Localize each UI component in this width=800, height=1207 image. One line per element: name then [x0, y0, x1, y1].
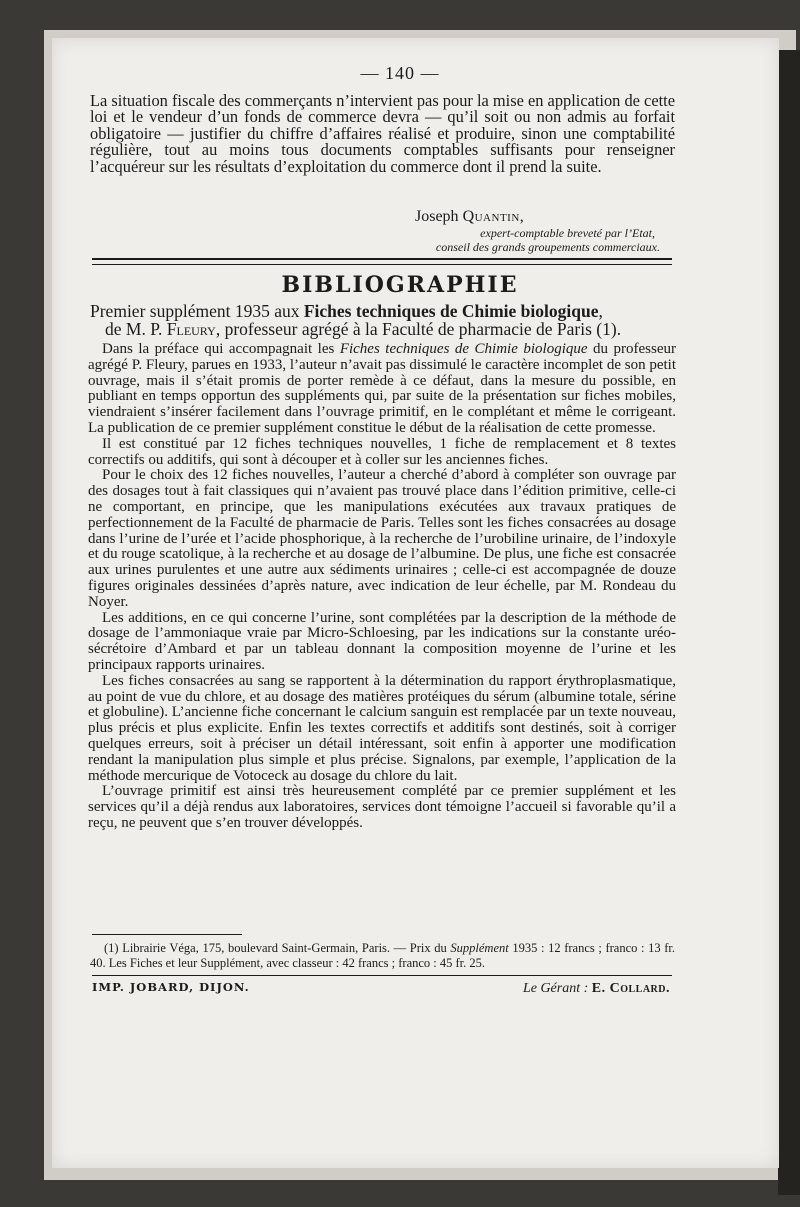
reference-suffix: , [598, 301, 603, 321]
p1-title: Fiches techniques de Chimie biologique [339, 341, 588, 357]
review-body [88, 342, 676, 832]
signature-first-name: Joseph [415, 208, 459, 225]
signature-title-1: expert-comptable breveté par l’Etat, [480, 226, 655, 240]
body-paragraph-4: Les additions, en ce qui concerne l’urine, sont complétées par la description de la méthode de dosage de l’ammoniaque vraie par Micro-Schloesing, par les indications sur la constante uréo-sécrétoire d’Ambard et par un tableau donnant la composition moyenne de l’urine et les principaux rapports urinaires. [88, 609, 676, 673]
p1-text-a: Dans la préface qui accompagnait les [102, 341, 340, 357]
p1-text-b: du professeur agrégé P. Fleury, parues en 1933, l’auteur n’avait pas dissimulé le caractère incomplet de son petit ouvrage, mais il s’était promis de porter remède à ce défaut, dans la mesure du possible, en publiant en temps opportun des suppléments qui, par suite de la présentation sur fiches mobiles, viendraient s’insérer facilement dans l’ouvrage primitif, en le complétant et même le corrigeant. La publication de ce premier supplément constitue le début de la réalisation de cette promesse. [88, 341, 676, 436]
imprint: IMP. JOBARD, DIJON. [92, 980, 250, 994]
body-paragraph-2: Il est constitué par 12 fiches techniques nouvelles, 1 fiche de remplacement et 8 textes correctifs ou additifs, qui sont à découper et à coller sur les anciennes fiches. [88, 435, 676, 468]
footnote-supplement: Supplément [450, 941, 509, 955]
gerant-name: E. Collard. [591, 981, 670, 996]
footnote-text-b: 1935 : 12 francs ; franco : 13 fr. 40. Les Fiches et leur Supplément, avec classeur : 42 francs ; franco : 45 fr. 25. [90, 941, 676, 970]
bottom-rule [92, 975, 672, 976]
reference-work-title: Fiches techniques de Chimie biologique [303, 301, 599, 321]
body-paragraph-5: Les fiches consacrées au sang se rapportent à la détermination du rapport érythroplasmatique, au point de vue du chlore, et au dosage des matières protéiques du sérum (albumine totale, sérine et globuline). L’ancienne fiche concernant le calcium sanguin est remplacée par un texte nouveau, plus précis et plus explicite. Enfin les textes correctifs et additifs sont destinés, soit à corriger quelques erreurs, soit à préciser un détail intéressant, soit enfin à apporter une modification rendant la manipulation plus simple et plus précise. Signalons, par exemple, l’application de la méthode mercurique de Votoceck au dosage du chlore du lait. [88, 672, 676, 784]
reference-line-1 [90, 303, 675, 321]
reference-line-2 [105, 321, 680, 339]
footnote-text-a: (1) Librairie Véga, 175, boulevard Saint-Germain, Paris. — Prix du [104, 941, 451, 955]
footnote-rule [92, 934, 242, 935]
footnote [90, 941, 675, 971]
reference-author-name: Fleury [166, 319, 216, 339]
reference-author-prefix: de M. P. [105, 319, 167, 339]
body-paragraph-3: Pour le choix des 12 fiches nouvelles, l’auteur a cherché d’abord à compléter son ouvrage par des dosages tout à fait classiques qui n’avaient pas trouvé place dans l’édition primitive, celle-ci ne comportant, en principe, que les manipulations exécutées aux travaux pratiques de perfectionnement de la Faculté de pharmacie de Paris. Telles sont les fiches consacrées au dosage dans l’urine de l’urée et l’acide phosphorique, à la recherche de l’urobiline urinaire, de l’indoxyle et du rouge scatolique, à la recherche et au dosage de l’albumine. De plus, une fiche est consacrée aux urines purulentes et une autre aux sédiments urinaires ; celle-ci est accompagnée de douze figures originales dessinées d’après nature, avec indication de leur échelle, par M. Rondeau du Noyer. [88, 467, 676, 610]
page-number: — 140 — [360, 63, 440, 83]
double-rule [92, 258, 672, 265]
reference-prefix: Premier supplément 1935 aux [90, 301, 304, 321]
gerant [523, 981, 670, 997]
body-paragraph-6: L’ouvrage primitif est ainsi très heureusement complété par ce premier supplément et les services qu’il a déjà rendus aux laboratoires, services dont témoigne l’accueil si favorable qu’il a reçu, ne peuvent que s’en trouver développés. [88, 783, 676, 831]
signature-title-2: conseil des grands groupements commerciaux. [435, 240, 660, 254]
signature-name [415, 208, 645, 226]
signature-last-name: Quantin, [462, 208, 525, 225]
gerant-label: Le Gérant : [522, 981, 589, 996]
body-paragraph-1 [88, 342, 676, 437]
reference-author-suffix: , professeur agrégé à la Faculté de pharmacie de Paris (1). [215, 319, 622, 339]
intro-paragraph: La situation fiscale des commerçants n’intervient pas pour la mise en application de cette loi et le vendeur d’un fonds de commerce devra — qu’il soit ou non admis au forfait obligatoire — justifier du chiffre d’affaires réalisé et produire, sinon une comptabilité régulière, tout au moins tous documents comptables suffisants pour renseigner l’acquéreur sur les résultats d’exploitation du commerce dont il prend la suite. [90, 91, 675, 176]
section-heading: BIBLIOGRAPHIE [281, 272, 519, 298]
